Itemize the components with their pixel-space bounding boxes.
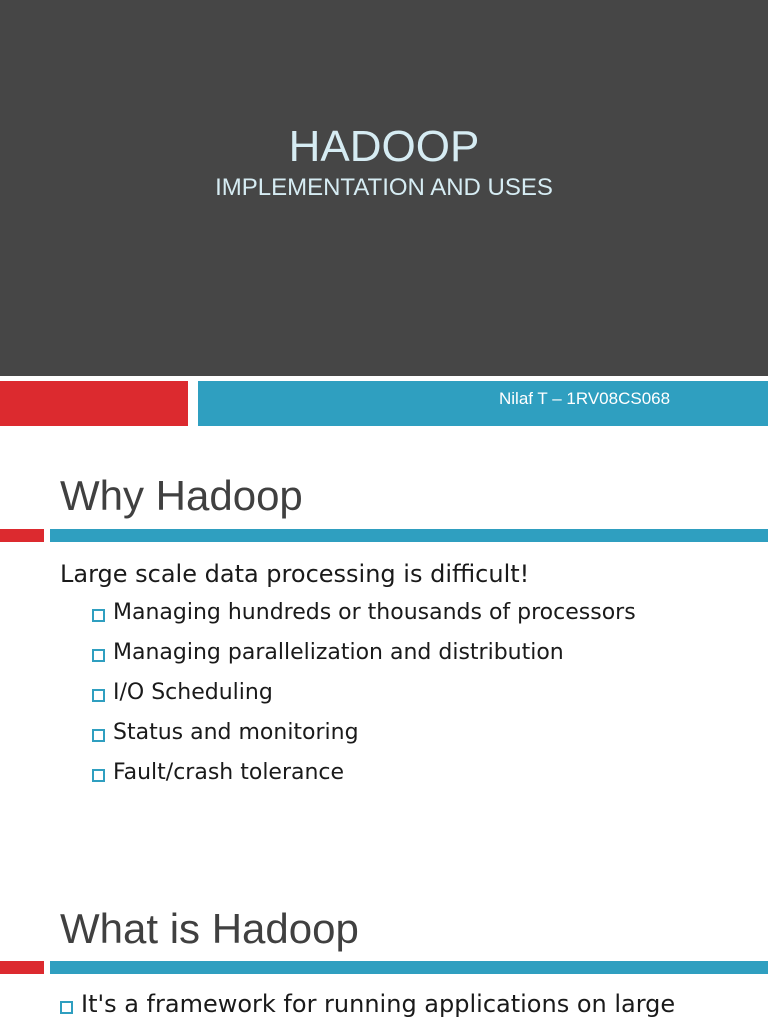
title-slide xyxy=(0,0,768,376)
square-bullet-icon xyxy=(60,1001,73,1014)
accent-band-red xyxy=(0,381,188,426)
list-item xyxy=(92,760,636,800)
list-item-text: I/O Scheduling xyxy=(113,680,273,705)
list-item xyxy=(60,990,675,1018)
author-label: Nilaf T – 1RV08CS068 xyxy=(499,389,671,408)
square-bullet-icon xyxy=(92,609,105,622)
square-bullet-icon xyxy=(92,689,105,702)
list-item-text: Managing hundreds or thousands of processors xyxy=(113,600,636,625)
lead-text: Large scale data processing is difficult! xyxy=(60,560,530,588)
accent-band-blue xyxy=(198,381,768,426)
list-item xyxy=(92,680,636,720)
list-item-text: Fault/crash tolerance xyxy=(113,760,345,785)
list-item xyxy=(92,600,636,640)
list-item-text: It's a framework for running applications on large xyxy=(81,990,676,1018)
square-bullet-icon xyxy=(92,649,105,662)
list-item-text: Managing parallelization and distribution xyxy=(113,640,564,665)
square-bullet-icon xyxy=(92,769,105,782)
heading-rule-red xyxy=(0,529,44,542)
slide-title: HADOOP xyxy=(288,122,480,171)
list-item xyxy=(92,720,636,760)
why-hadoop-heading: Why Hadoop xyxy=(60,472,303,519)
bullet-list xyxy=(92,600,636,800)
what-is-hadoop-heading: What is Hadoop xyxy=(60,905,359,952)
heading-rule-blue xyxy=(50,961,768,974)
list-item xyxy=(92,640,636,680)
heading-rule-red xyxy=(0,961,44,974)
square-bullet-icon xyxy=(92,729,105,742)
slide-subtitle: IMPLEMENTATION AND USES xyxy=(215,174,553,201)
list-item-text: Status and monitoring xyxy=(113,720,359,745)
heading-rule-blue xyxy=(50,529,768,542)
